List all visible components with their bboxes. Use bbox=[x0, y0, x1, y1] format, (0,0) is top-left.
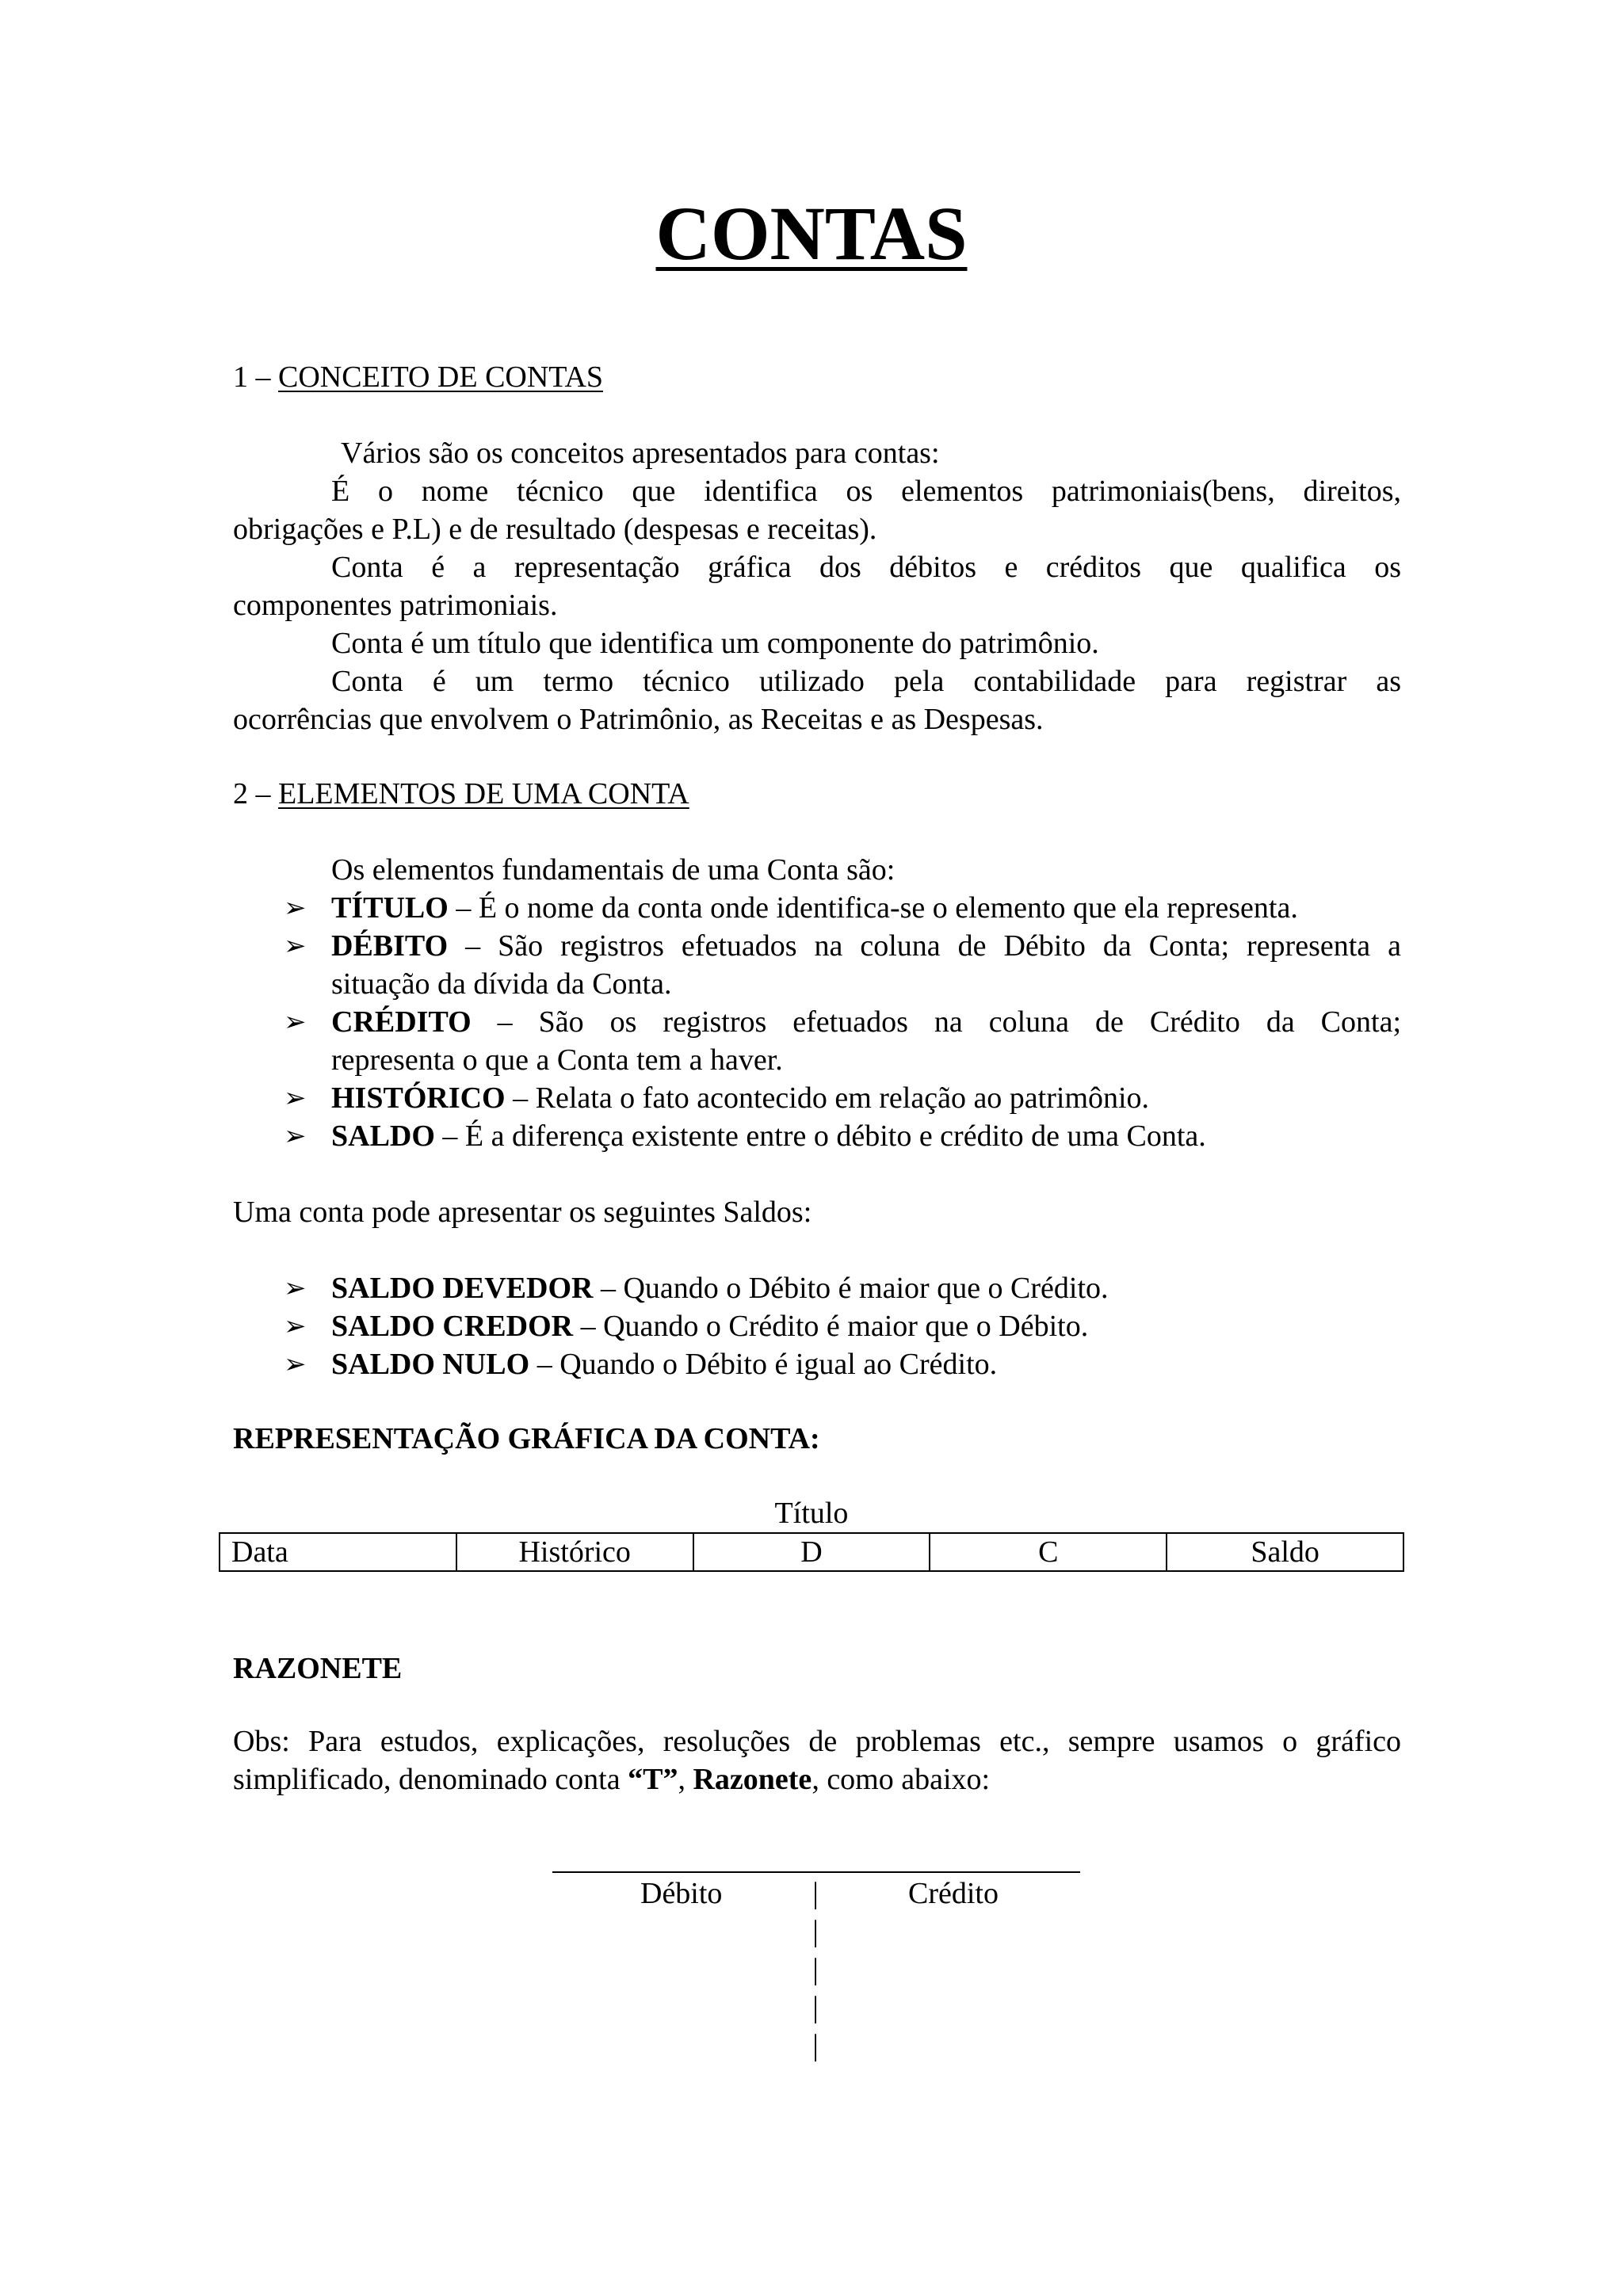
section-1-heading: 1 – CONCEITO DE CONTAS bbox=[233, 360, 604, 394]
arrowhead-bullet-icon: ➢ bbox=[284, 1272, 307, 1304]
element-item-credito: CRÉDITO – São os registros efetuados na coluna de Crédito da Conta; bbox=[331, 1005, 1401, 1039]
paragraph-2-line-1: Conta é a representação gráfica dos débitos e créditos que qualifica os bbox=[331, 551, 1401, 584]
element-item-debito: DÉBITO – São registros efetuados na coluna de Débito da Conta; representa a bbox=[331, 929, 1401, 963]
razonete-divider: | bbox=[812, 1991, 819, 2024]
paragraph-4-line-1: Conta é um termo técnico utilizado pela contabilidade para registrar as bbox=[331, 665, 1401, 698]
element-item-historico: HISTÓRICO – Relata o fato acontecido em relação ao patrimônio. bbox=[331, 1081, 1150, 1115]
razonete-credit-label: Crédito bbox=[908, 1877, 999, 1910]
element-item-titulo: TÍTULO – É o nome da conta onde identifica-se o elemento que ela representa. bbox=[331, 891, 1298, 925]
page-title: CONTAS bbox=[655, 191, 968, 276]
account-table-title: Título bbox=[774, 1497, 849, 1530]
razonete-divider: | bbox=[812, 1877, 819, 1910]
paragraph-4-line-2: ocorrências que envolvem o Patrimônio, as Receitas e as Despesas. bbox=[233, 703, 1044, 736]
razonete-obs-line-1: Obs: Para estudos, explicações, resoluções de problemas etc., sempre usamos o gráfico bbox=[233, 1725, 1401, 1758]
table-cell-data: Data bbox=[220, 1533, 456, 1571]
element-item-debito-line-2: situação da dívida da Conta. bbox=[331, 967, 672, 1001]
arrowhead-bullet-icon: ➢ bbox=[284, 1006, 307, 1038]
element-item-saldo: SALDO – É a diferença existente entre o débito e crédito de uma Conta. bbox=[331, 1119, 1206, 1153]
paragraph-1-line-2: obrigações e P.L) e de resultado (despesas e receitas). bbox=[233, 513, 877, 546]
paragraph-2-line-2: componentes patrimoniais. bbox=[233, 589, 558, 622]
representacao-heading: REPRESENTAÇÃO GRÁFICA DA CONTA: bbox=[233, 1422, 820, 1455]
arrowhead-bullet-icon: ➢ bbox=[284, 892, 307, 924]
razonete-divider: | bbox=[812, 2029, 819, 2062]
table-row bbox=[220, 1533, 1403, 1571]
section-2-heading: 2 – ELEMENTOS DE UMA CONTA bbox=[233, 777, 689, 810]
table-cell-d: D bbox=[693, 1533, 930, 1571]
razonete-divider: | bbox=[812, 1953, 819, 1986]
razonete-obs-line-2: simplificado, denominado conta “T”, Razonete, como abaixo: bbox=[233, 1763, 991, 1796]
section-2-intro: Os elementos fundamentais de uma Conta são: bbox=[331, 853, 896, 887]
arrowhead-bullet-icon: ➢ bbox=[284, 1082, 307, 1114]
arrowhead-bullet-icon: ➢ bbox=[284, 930, 307, 962]
saldo-item-nulo: SALDO NULO – Quando o Débito é igual ao Crédito. bbox=[331, 1348, 998, 1381]
arrowhead-bullet-icon: ➢ bbox=[284, 1348, 307, 1380]
paragraph-3-line-1: Conta é um título que identifica um componente do patrimônio. bbox=[331, 627, 1099, 660]
paragraph-1-line-1: É o nome técnico que identifica os elementos patrimoniais(bens, direitos, bbox=[331, 475, 1401, 508]
table-cell-saldo: Saldo bbox=[1167, 1533, 1403, 1571]
table-cell-c: C bbox=[930, 1533, 1167, 1571]
section-1-intro: Vários são os conceitos apresentados para contas: bbox=[341, 437, 940, 470]
razonete-heading: RAZONETE bbox=[233, 1652, 403, 1685]
account-table bbox=[219, 1532, 1404, 1572]
saldo-item-credor: SALDO CREDOR – Quando o Crédito é maior que o Débito. bbox=[331, 1310, 1089, 1343]
razonete-debit-label: Débito bbox=[640, 1877, 723, 1910]
arrowhead-bullet-icon: ➢ bbox=[284, 1310, 307, 1342]
saldo-item-devedor: SALDO DEVEDOR – Quando o Débito é maior que o Crédito. bbox=[331, 1272, 1109, 1305]
razonete-divider: | bbox=[812, 1915, 819, 1948]
element-item-credito-line-2: representa o que a Conta tem a haver. bbox=[331, 1043, 783, 1077]
table-cell-historico: Histórico bbox=[456, 1533, 693, 1571]
arrowhead-bullet-icon: ➢ bbox=[284, 1120, 307, 1152]
saldos-intro: Uma conta pode apresentar os seguintes Saldos: bbox=[233, 1196, 812, 1229]
razonete-horizontal-rule bbox=[552, 1871, 1080, 1873]
